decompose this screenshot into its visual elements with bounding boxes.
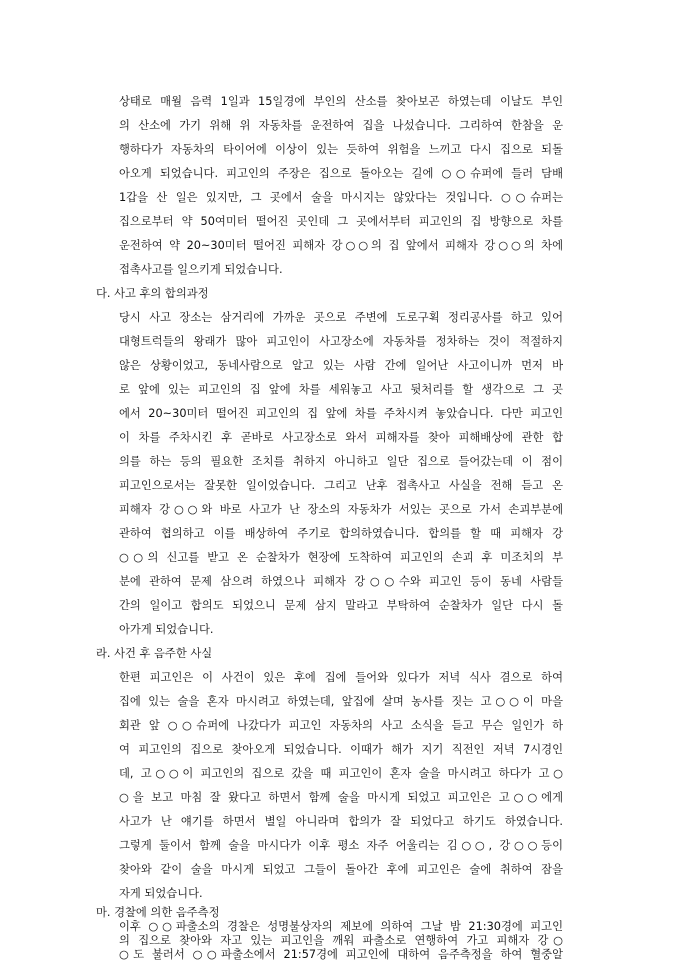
body-line: 에서 20~30미터 떨어진 피고인의 집 앞에 차를 주차시켜 놓았습니다. 다만 피고인: [119, 407, 563, 420]
body-line: ○도 불러서 ○○파출소에서 21:57경에 피고인에 대하여 음주측정을 하여 혈중알: [119, 948, 563, 961]
body-line: 피고인으로서는 잘못한 일이었습니다. 그리고 난후 접촉사고 사실을 전해 듣고 온: [119, 479, 563, 492]
body-line: 간의 일이고 합의도 되었으니 문제 삼지 말라고 부탁하여 순찰차가 일단 다시 돌: [119, 599, 563, 612]
body-line: 이후 ○○파출소의 경찰은 성명불상자의 제보에 의하여 그날 밤 21:30경에 피고인: [119, 920, 563, 933]
body-line: 회관 앞 ○○슈퍼에 나갔다가 피고인 자동차의 사고 소식을 듣고 무슨 일인가 하: [119, 719, 563, 732]
section-heading: 다. 사고 후의 합의과정: [96, 287, 209, 300]
body-line: 집으로부터 약 50여미터 떨어진 곳인데 그 곳에서부터 피고인의 집 방향으로 차를: [119, 215, 563, 228]
body-line: 자게 되었습니다.: [119, 887, 203, 900]
section-heading: 라. 사건 후 음주한 사실: [96, 647, 213, 660]
body-line: ○을 보고 마침 잘 왔다고 하면서 함께 술을 마시게 되었고 피고인은 고○○에게: [119, 791, 563, 804]
body-line: 로 앞에 있는 피고인의 집 앞에 차를 세워놓고 사고 뒷처리를 할 생각으로 그 곳: [119, 383, 563, 396]
body-line: 데, 고○○이 피고인의 집으로 갔을 때 피고인이 혼자 술을 마시려고 하다가 고○: [119, 767, 563, 780]
body-line: 여 피고인의 집으로 찾아오게 되었습니다. 이때가 해가 지기 직전인 저녁 7시경인: [119, 743, 563, 756]
body-line: 그렇게 둘이서 함께 술을 마시다가 이후 평소 자주 어울리는 김○○, 강○○등이: [119, 839, 563, 852]
body-line: 찾아와 같이 술을 마시게 되었고 그들이 돌아간 후에 피고인은 술에 취하여 잠을: [119, 863, 563, 876]
body-line: 의 산소에 가기 위해 위 자동차를 운전하여 집을 나섰습니다. 그리하여 한참을 운: [119, 119, 563, 132]
body-line: 대형트럭들의 왕래가 많아 피고인이 사고장소에 자동차를 정차하는 것이 적절하지: [119, 335, 563, 348]
body-line: 관하여 협의하고 이를 배상하여 주기로 합의하였습니다. 합의를 할 때 피해자 강: [119, 527, 563, 540]
body-line: 피해자 강○○와 바로 사고가 난 장소의 자동차가 서있는 곳으로 가서 손괴부분에: [119, 503, 563, 516]
body-line: 집에 있는 술을 혼자 마시려고 하였는데, 앞집에 살며 농사를 짓는 고○○이 마을: [119, 695, 563, 708]
section-heading: 마. 경찰에 의한 음주측정: [96, 906, 220, 919]
body-line: 아오게 되었습니다. 피고인의 주장은 집으로 돌아오는 길에 ○○슈퍼에 들러 담배: [119, 167, 563, 180]
body-line: 당시 사고 장소는 삼거리에 가까운 곳으로 주변에 도로구획 정리공사를 하고 있어: [119, 311, 563, 324]
body-line: 1갑을 산 일은 있지만, 그 곳에서 술을 마시지는 않았다는 것입니다. ○○슈퍼는: [119, 191, 563, 204]
body-line: 않은 상황이었고, 동네사람으로 알고 있는 사람 간에 일어난 사고이니까 먼저 바: [119, 359, 563, 372]
body-line: 의를 하는 등의 필요한 조치를 취하지 아니하고 일단 집으로 들어갔는데 이 점이: [119, 455, 563, 468]
body-line: 의 집으로 찾아와 자고 있는 피고인을 깨워 파출소로 연행하여 가고 피해자 강○: [119, 934, 563, 947]
body-line: 아가게 되었습니다.: [119, 623, 214, 636]
body-line: 사고가 난 얘기를 하면서 별일 아니라며 합의가 잘 되었다고 하기도 하였습니다.: [119, 815, 563, 828]
body-line: 운전하여 약 20~30미터 떨어진 피해자 강○○의 집 앞에서 피해자 강○○의 차에: [119, 239, 563, 252]
body-line: 분에 관하여 문제 삼으려 하였으나 피해자 강○○수와 피고인 등이 동네 사람들: [119, 575, 563, 588]
body-line: 행하다가 자동차의 타이어에 이상이 있는 듯하여 위험을 느끼고 다시 집으로 되돌: [119, 143, 563, 156]
body-line: 상태로 매월 음력 1일과 15일경에 부인의 산소를 찾아보곤 하였는데 이날도 부인: [119, 95, 563, 108]
body-line: 접촉사고를 일으키게 되었습니다.: [119, 263, 283, 276]
body-line: 이 차를 주차시킨 후 곧바로 사고장소로 와서 피해자를 찾아 피해배상에 관한 합: [119, 431, 563, 444]
body-line: ○○의 신고를 받고 온 순찰차가 현장에 도착하여 피고인의 손괴 후 미조치의 부: [119, 551, 563, 564]
body-line: 한편 피고인은 이 사건이 있은 후에 집에 들어와 있다가 저녁 식사 겸으로 하여: [119, 671, 563, 684]
